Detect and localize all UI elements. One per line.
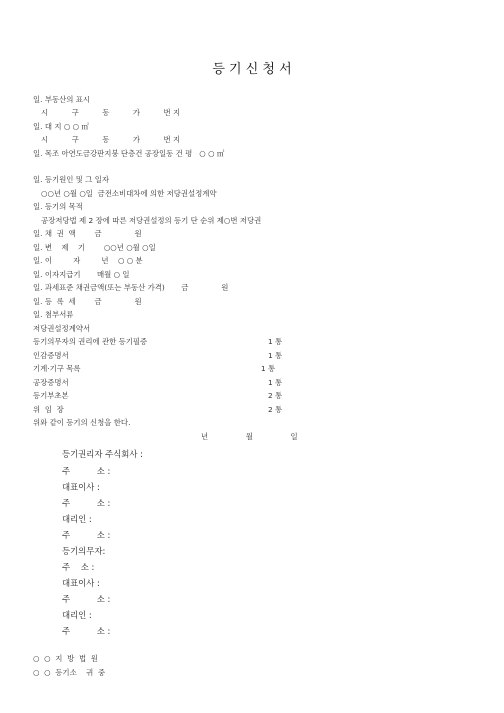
interest-payment-line: 일. 이자지급기 매월 ○ 일: [33, 270, 130, 279]
right-holder-ceo-address: 주 소 :: [62, 498, 111, 508]
registration-purpose-heading: 일. 등기의 목적: [33, 202, 83, 211]
right-holder-ceo: 대표이사 :: [62, 482, 100, 492]
registration-purpose-detail: 공장저당법 제 2 장에 따른 저당권설정의 등기 단 순위 제○번 저당권: [41, 216, 262, 225]
repayment-date-line: 일. 변 제 기 ○○년 ○월 ○일: [33, 243, 156, 252]
land-area-line: 일. 대 지 ○ ○ ㎡: [33, 122, 89, 131]
attachment-count: 2 통: [268, 405, 283, 414]
interest-line: 일. 이 자 년 ○ ○ 분: [33, 256, 143, 265]
tax-base-line: 일. 과세표준 채권금액(또는 부동산 가격) 금 원: [33, 283, 229, 292]
attachment-machinery-list: 기계·기구 목록: [33, 364, 81, 373]
registration-cause-detail: ○○년 ○월 ○일 금전소비대차에 의한 저당권설정계약: [41, 189, 217, 198]
registry-office: ○ ○ 등기소 귀 중: [33, 668, 106, 677]
attachment-count: 1 통: [268, 378, 283, 387]
document-title: 등 기 신 청 서: [212, 62, 292, 77]
attachment-count: 2 통: [268, 391, 283, 400]
attachment-count: 1 통: [261, 364, 276, 373]
attachments-heading: 일. 첨부서류: [33, 310, 74, 319]
obligor-agent-address: 주 소 :: [62, 626, 111, 636]
registration-cause-heading: 일. 등기원인 및 그 일자: [33, 175, 110, 184]
attachment-power-of-attorney: 위 임 장: [33, 405, 64, 414]
application-date: 년 월 일: [201, 432, 298, 441]
obligor-ceo: 대표이사 :: [62, 578, 100, 588]
attachment-factory-certificate: 공장증명서: [33, 378, 69, 387]
right-holder-address: 주 소 :: [62, 466, 111, 476]
attachment-mortgage-contract: 저당권설정계약서: [33, 324, 91, 333]
attachment-seal-certificate: 인감증명서: [33, 351, 69, 360]
obligor-heading: 등기의무자:: [62, 546, 106, 556]
attachment-registry-extract: 등기부초본: [33, 391, 69, 400]
obligor-agent: 대리인 :: [62, 610, 92, 620]
property-section-heading: 일. 부동산의 표시: [33, 95, 91, 104]
obligor-address: 주 소 :: [62, 562, 95, 572]
application-statement: 위와 같이 등기의 신청을 한다.: [33, 418, 131, 427]
right-holder-agent-address: 주 소 :: [62, 530, 111, 540]
district-court: ○ ○ 지 방 법 원: [33, 654, 98, 663]
attachment-count: 1 통: [268, 351, 283, 360]
claim-amount-line: 일. 채 권 액 금 원: [33, 229, 142, 238]
building-description-line: 일. 목조 아연도금강판지붕 단층건 공장일동 건 평 ○ ○ ㎡: [33, 149, 225, 158]
registration-tax-line: 일. 등 록 세 금 원: [33, 297, 142, 306]
right-holder-company: 등기권리자 주식회사 :: [62, 449, 143, 459]
obligor-ceo-address: 주 소 :: [62, 594, 111, 604]
attachment-title-certificate: 등기의무자의 권리에 관한 등기필증: [33, 337, 148, 346]
right-holder-agent: 대리인 :: [62, 514, 92, 524]
address-line-1: 시 구 동 가 번 지: [41, 108, 181, 117]
address-line-2: 시 구 동 가 번 지: [41, 135, 181, 144]
attachment-count: 1 통: [268, 337, 283, 346]
